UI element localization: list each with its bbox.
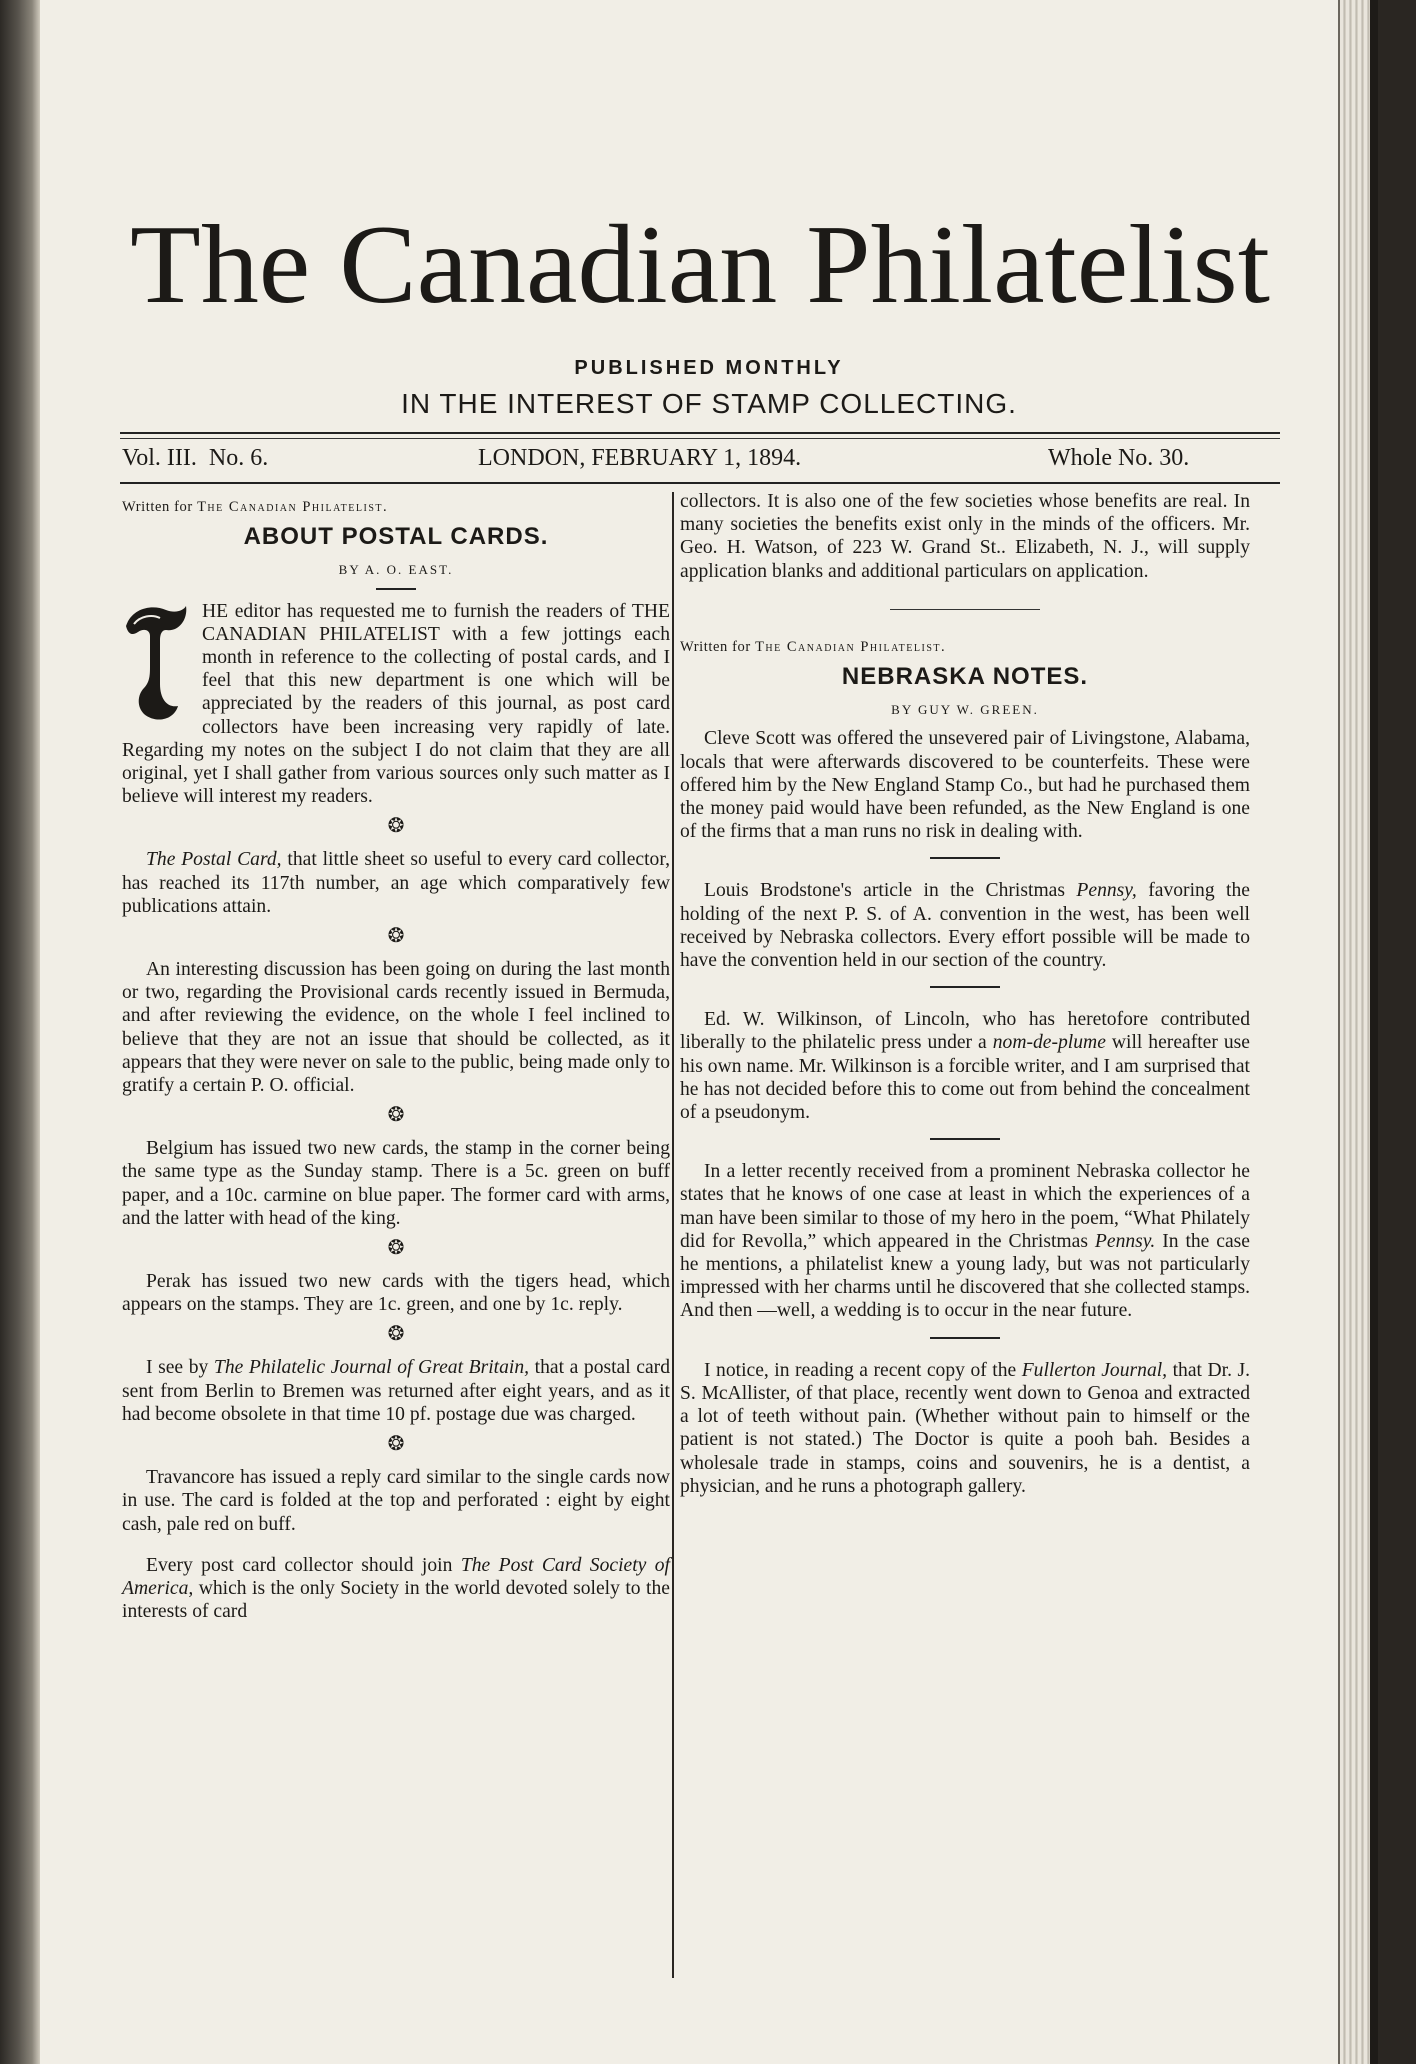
rule-4 (930, 1337, 1000, 1339)
byline-green: BY GUY W. GREEN. (891, 702, 1039, 718)
section-rule (890, 609, 1040, 610)
ornament-5-icon: ❂ (387, 1323, 405, 1346)
column-divider (672, 492, 674, 1978)
paragraph-revolla: In a letter recently received from a prominent Nebraska collector he states that he knows of one case at least in which the experiences of a man have been similar to those of my hero in the poem, “What Philately did for Revolla,” which appeared in the Christmas Pennsy. In the case he mentions, a philatelist knew a young lady, but was not particularly impressed with her charms until he discovered that she collected stamps. And then —well, a wedding is to occur in the near future. (680, 1161, 1251, 1322)
intro-paragraph (122, 600, 670, 809)
headline-postal-cards: ABOUT POSTAL CARDS. (243, 523, 549, 551)
written-for-left: Written for The Canadian Philatelist. (122, 499, 389, 515)
masthead (120, 190, 1280, 340)
ornament-6-icon: ❂ (387, 1433, 405, 1456)
ornament-4-icon: ❂ (387, 1237, 405, 1260)
issue-number: No. 6. (208, 445, 269, 471)
paragraph-brodstone: Louis Brodstone's article in the Christmas Pennsy, favoring the holding of the next P. S. of A. convention in the west, has been well received by Nebraska collectors. Every effort possible will be made to have the convention held in our section of the country. (680, 880, 1250, 972)
paragraph-travancore: Travancore has issued a reply card similar to the single cards now in use. The card is folded at the top and perforated : eight by eight cash, pale red on buff. (122, 1467, 670, 1535)
volume: Vol. III. (122, 445, 197, 471)
newspaper-page (40, 0, 1378, 2064)
interest-line: IN THE INTEREST OF STAMP COLLECTING. (401, 388, 1017, 419)
rule-2 (930, 986, 1000, 988)
intro-text: HE editor has requested me to furnish the readers of THE CANADIAN PHILATELIST with a few jottings each month in reference to the collecting of postal cards, and I feel that this new department is one which will be appreciated by the readers of this journal, as post card collectors have been increasing very rapidly of late. Regarding my notes on the subject I do not claim that they are all original, yet I shall gather from various sources only such matter as I believe will interest my readers. (122, 600, 670, 808)
rule-1 (930, 857, 1000, 859)
paragraph-berlin: I see by The Philatelic Journal of Great Britain, that a postal card sent from Berlin to Bremen was returned after eight years, and as it had become obsolete in that time 10 pf. postage due was charged. (122, 1357, 671, 1425)
byline-rule (376, 588, 416, 590)
left-column (122, 490, 670, 1623)
byline-east: BY A. O. EAST. (338, 562, 454, 578)
rule-top-thin (120, 438, 1280, 439)
drop-cap-t-icon (122, 604, 188, 724)
written-for-right: Written for The Canadian Philatelist. (680, 638, 947, 655)
paragraph-perak: Perak has issued two new cards with the tigers head, which appears on the stamps. They are 1c. green, and one by 1c. reply. (122, 1271, 670, 1316)
rule-info-bottom (120, 482, 1280, 484)
whole-number: Whole No. 30. (1048, 445, 1190, 471)
page-edges (1338, 0, 1378, 2064)
rule-3 (930, 1138, 1000, 1140)
paragraph-society: Every post card collector should join The Post Card Society of America, which is the only Society in the world devoted solely to the interests of card (122, 1554, 670, 1623)
ornament-3-icon: ❂ (387, 1104, 405, 1127)
masthead-title: The Canadian Philatelist (130, 203, 1270, 327)
paragraph-mcallister: I notice, in reading a recent copy of the Fullerton Journal, that Dr. J. S. McAllister, of that place, recently went down to Genoa and extracted a lot of teeth without pain. (Whether without pain to himself or the patient is not stated.) The Doctor is quite a pooh bah. Besides a wholesale trade in stamps, coins and souvenirs, he is a dentist, a physician, and he runs a photograph gallery. (680, 1359, 1250, 1497)
ornament-2-icon: ❂ (387, 925, 405, 948)
volume-number (122, 445, 268, 472)
book-spine (0, 0, 40, 2064)
paragraph-belgium: Belgium has issued two new cards, the stamp in the corner being the same type as the Sunday stamp. There is a 5c. green on buff paper, and a 10c. carmine on blue paper. The former card with arms, and the latter with head of the king. (122, 1138, 670, 1229)
paragraph-society-cont: collectors. It is also one of the few societies whose benefits are real. In many societies the benefits exist only in the minds of the officers. Mr. Geo. H. Watson, of 223 W. Grand St.. Elizabeth, N. J., will supply application blanks and additional particulars on application. (680, 491, 1250, 582)
paragraph-cleve-scott: Cleve Scott was offered the unsevered pair of Livingstone, Alabama, locals that were afterwards discovered to be counterfeits. These were offered him by the New England Stamp Co., but had he purchased them the money paid would have been refunded, as the New England is one of the firms that a man runs no risk in dealing with. (680, 728, 1250, 843)
paragraph-wilkinson: Ed. W. Wilkinson, of Lincoln, who has heretofore contributed liberally to the philatelic press under a nom-de-plume will hereafter use his own name. Mr. Wilkinson is a forcible writer, and I am surprised that he has not decided before this to come out from behind the concealment of a pseudonym. (680, 1009, 1250, 1124)
paragraph-bermuda: An interesting discussion has been going on during the last month or two, regarding the Provisional cards recently issued in Bermuda, and after reviewing the evidence, on the whole I feel inclined to believe that they are not an issue that should be collected, as it appears that they were never on sale to the public, being made only to gratify a certain P. O. official. (122, 959, 670, 1097)
ornament-1-icon: ❂ (387, 815, 405, 838)
right-column (680, 490, 1250, 1498)
paragraph-postal-card: The Postal Card, that little sheet so useful to every card collector, has reached its 117th number, an age which comparatively few publications attain. (122, 849, 670, 917)
rule-top (120, 432, 1280, 434)
published-monthly: PUBLISHED MONTHLY (574, 357, 844, 379)
masthead-title-svg (120, 190, 1280, 340)
place-date: LONDON, FEBRUARY 1, 1894. (478, 445, 802, 471)
headline-nebraska-notes: NEBRASKA NOTES. (841, 663, 1089, 691)
